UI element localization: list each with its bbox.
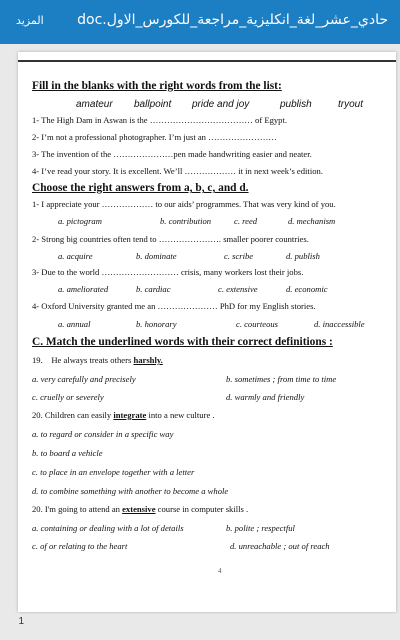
mc-option: a. acquire <box>58 251 93 261</box>
next-page-peek <box>0 614 400 640</box>
match-option: b. polite ; respectful <box>226 523 295 533</box>
underlined-word: integrate <box>113 410 147 420</box>
match-option: a. to regard or consider in a specific way <box>32 429 174 439</box>
word-bank-item: publish <box>280 99 312 110</box>
page-border-top <box>18 60 396 62</box>
match-option: d. warmly and friendly <box>226 392 305 402</box>
match-option: d. unreachable ; out of reach <box>230 541 330 551</box>
mc-option: d. publish <box>286 251 320 261</box>
match-question <box>32 504 248 514</box>
mc-option: c. scribe <box>224 251 254 261</box>
match-option: b. sometimes ; from time to time <box>226 374 337 384</box>
question-text: 20. I'm going to attend an <box>32 504 123 514</box>
heading-match: C. Match the underlined words with their correct definitions : <box>32 336 333 348</box>
mc-option: c. extensive <box>218 284 258 294</box>
mc-question: 3- Due to the world ……………………… crisis, many workers lost their jobs. <box>32 267 304 277</box>
fill-sentence: 1- The High Dam in Aswan is the ……………………………… of Egypt. <box>32 115 288 125</box>
match-option: d. to combine something with another to become a whole <box>32 486 229 496</box>
next-page-number: 1 <box>18 616 24 627</box>
heading-choose: Choose the right answers from a, b, c, and d. <box>32 182 249 194</box>
mc-option: d. economic <box>286 284 328 294</box>
mc-option: a. ameliorated <box>58 284 109 294</box>
more-button[interactable]: المزيد <box>16 14 44 27</box>
word-bank-item: amateur <box>76 99 113 110</box>
mc-option: b. honorary <box>136 319 177 329</box>
heading-fill-blanks: Fill in the blanks with the right words from the list: <box>32 80 282 92</box>
match-option: a. containing or dealing with a lot of details <box>32 523 184 533</box>
mc-question: 4- Oxford University granted me an ………………… PhD for my English stories. <box>32 301 316 311</box>
mc-question: 2- Strong big countries often tend to …………………. smaller poorer countries. <box>32 234 309 244</box>
match-option: c. to place in an envelope together with a letter <box>32 467 195 477</box>
fill-sentence: 3- The invention of the …………………pen made handwriting easier and neater. <box>32 149 312 159</box>
question-text: He always treats others <box>51 355 134 365</box>
page-number: 4 <box>218 567 222 575</box>
document-page <box>18 52 396 612</box>
question-text: course in computer skills . <box>155 504 249 514</box>
mc-option: d. mechanism <box>288 216 336 226</box>
mc-option: b. cardiac <box>136 284 171 294</box>
question-number: 19. <box>32 355 43 365</box>
word-bank-item: tryout <box>338 99 364 110</box>
match-option: b. to board a vehicle <box>32 448 103 458</box>
underlined-word: harshly. <box>133 355 163 365</box>
mc-option: c. reed <box>234 216 258 226</box>
mc-option: a. pictogram <box>58 216 102 226</box>
question-text: into a new culture . <box>146 410 215 420</box>
mc-option: c. courteous <box>236 319 279 329</box>
app-bar <box>0 0 400 44</box>
mc-option: d. inaccessible <box>314 319 365 329</box>
underlined-word: extensive <box>122 504 156 514</box>
mc-option: b. dominate <box>136 251 177 261</box>
word-bank-item: ballpoint <box>134 99 172 110</box>
word-bank-item: pride and joy <box>192 99 250 110</box>
mc-question: 1- I appreciate your ……………… to our aids’ programmes. That was very kind of you. <box>32 199 336 209</box>
match-question <box>32 355 163 365</box>
match-option: c. cruelly or severely <box>32 392 104 402</box>
mc-option: b. contribution <box>160 216 212 226</box>
question-text: 20. Children can easily <box>32 410 114 420</box>
document-title: حادي_عشر_لغة_انكليزية_مراجعة_للكورس_الاول.doc <box>77 12 388 28</box>
mc-option: a. annual <box>58 319 91 329</box>
fill-sentence: 2- I’m not a professional photographer. I’m just an …………………… <box>32 132 277 142</box>
fill-sentence: 4- I’ve read your story. It is excellent. We’ll ……………… it in next week’s edition. <box>32 166 323 176</box>
match-question <box>32 410 215 420</box>
match-option: a. very carefully and precisely <box>32 374 136 384</box>
match-option: c. of or relating to the heart <box>32 541 128 551</box>
